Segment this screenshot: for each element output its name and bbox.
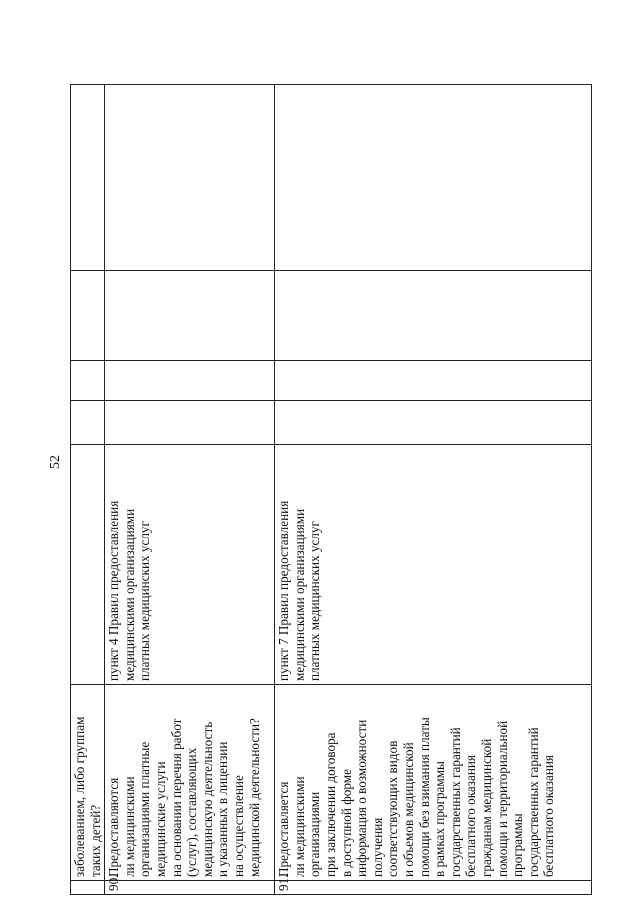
basis-cell [71,445,105,685]
question-line: соответствующих видов [385,740,401,877]
answer-no-cell [105,361,275,401]
row-number-cell: 90. [105,881,275,895]
basis-line: платных медицинских услуг [307,521,323,681]
question-line: в рамках программы [432,761,448,877]
row-number-cell [71,881,105,895]
question-line: организациями [307,791,323,877]
question-line: на основании перечня работ [168,718,184,877]
notes-cell [105,85,275,271]
question-line: получения [369,817,385,877]
answer-yes-cell [275,401,592,445]
question-line: в доступной форме [338,769,354,877]
basis-line: пункт 4 Правил предоставления [106,500,122,681]
answer-yes-cell [105,401,275,445]
question-line: медицинской деятельности? [246,718,262,877]
question-line: медицинскую деятельность [199,721,215,877]
question-cell [275,685,592,881]
question-line: помощи и территориальной [494,720,510,877]
table-row [105,85,275,895]
question-line: программы [510,813,526,877]
answer-no-cell [275,361,592,401]
basis-cell [275,445,592,685]
answer-yes-cell [71,401,105,445]
question-line: и указанных в лицензии [215,741,231,877]
question-line: государственных гарантий [447,727,463,877]
question-line: организациями платные [137,741,153,877]
question-line: заболеванием, либо группам [72,716,87,877]
question-line: бесплатного оказания [541,754,557,877]
basis-line: пункт 7 Правил предоставления [276,500,292,681]
question-line: при заключении договора [322,732,338,877]
basis-line: медицинскими организациями [121,508,137,681]
question-line: гражданам медицинской [478,738,494,877]
question-line: и объемов медицинской [400,742,416,877]
question-line: бесплатного оказания [463,754,479,877]
question-line: Предоставляются [106,777,122,877]
answer-no-cell [71,361,105,401]
answer-na-cell [105,271,275,361]
question-line: ли медицинскими [121,776,137,877]
question-line: информация о возможности [354,719,370,877]
question-line: государственных гарантий [525,727,541,877]
notes-cell [71,85,105,271]
table-row [275,85,592,895]
question-line: медицинские услуги [152,761,168,877]
checklist-table-rotated [70,85,585,895]
checklist-table [70,84,592,895]
answer-na-cell [71,271,105,361]
question-line: ли медицинскими [291,776,307,877]
basis-cell [105,445,275,685]
question-cell [71,685,105,881]
table-row [71,85,105,895]
basis-line: медицинскими организациями [291,508,307,681]
notes-cell [275,85,592,271]
question-line: на осуществление [230,775,246,877]
basis-line: платных медицинских услуг [137,521,153,681]
question-line: помощи без взимания платы [416,717,432,877]
question-line: Предоставляется [276,781,292,877]
page-number: 52 [48,455,63,469]
row-number-cell: 91. [275,881,592,895]
answer-na-cell [275,271,592,361]
question-line: (услуг), составляющих [184,747,200,877]
question-line: таких детей? [87,804,103,877]
question-cell [105,685,275,881]
